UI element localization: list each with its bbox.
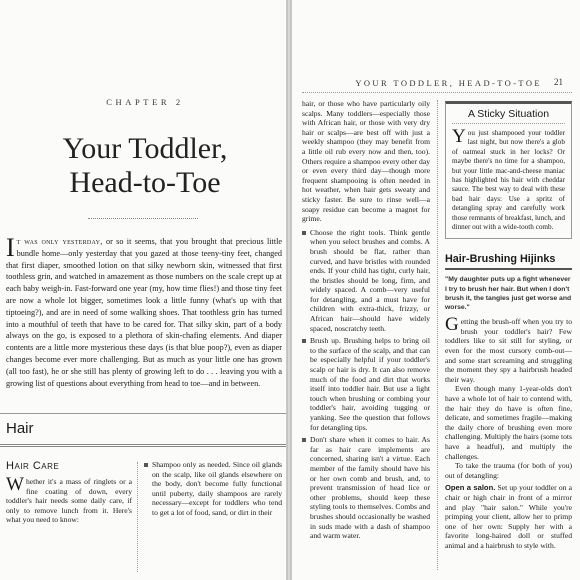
bullet-shampoo: Shampoo only as needed. Since oil glands on the scalp, like oil glands elsewhere on the body, don't become fully functional until puberty, daily shampoos are rarely necessary—except for toddlers who tend to get a lot of food, sand, or dirt in their bbox=[144, 460, 282, 518]
hijinks-paragraph-1 bbox=[445, 314, 572, 384]
continued-paragraph: hair, or those who have particularly oily scalps. Many toddlers—especially those with African hair, or those with very dry hair or scalps—are best off with just a weekly shampoo (they may benefit from a little oil rub every now and then, too). Others require a shampoo every other day or even every third day—though more frequent shampooing is often needed in hot weather, when hair gets sweaty and sticky faster. Be sure to rinse well—a soapy residue can become a magnet for grime. bbox=[302, 99, 430, 224]
right-column-1 bbox=[302, 99, 430, 544]
bullet-dont-share: Don't share when it comes to hair. As far as hair care implements are concerned, sharing isn't a virtue. Each member of the family should have his or her own comb and brush, and, to prevent transmission of head lice or other problems, should keep these styling tools to themselves. Combs and brushes should occasionally be washed in suds made with a dash of shampoo and warm water. bbox=[302, 435, 430, 541]
sidebar-dropcap: Y bbox=[452, 126, 466, 147]
hijinks-paragraph-3: To take the trauma (for both of you) out of detangling: bbox=[445, 461, 572, 480]
hair-care-text: hether it's a mass of ringlets or a fine coating of down, every toddler's hair needs some daily care, if only to remove lunch from it. Here's what you need to know: bbox=[6, 477, 132, 525]
hijinks-dropcap: G bbox=[445, 314, 459, 336]
hair-care-paragraph bbox=[6, 474, 132, 525]
bullet-tools: Choose the right tools. Think gentle when you select brushes and combs. A brush should be flat, rather than curved, and have bristles with rounded ends. If your child has tight, curly hair, the bristles should be long, firm, and widely spaced. A comb—very useful for detangling, and a must have for children with extra-thick, frizzy, or African hair—should have widely spaced, noscratchy teeth. bbox=[302, 228, 430, 334]
right-column-2 bbox=[445, 101, 572, 551]
shampoo-list bbox=[144, 460, 282, 518]
column-divider bbox=[437, 100, 438, 570]
intro-dropcap: I bbox=[6, 233, 15, 262]
bullet-brush-up: Brush up. Brushing helps to bring oil to the surface of the scalp, and that can be especially helpful if your toddler's scalp or hair is dry. It can also remove much of the food and dirt that works itself into toddler hair. But use a light touch when brushing or combing your toddler's hair, avoiding tugging or yanking. See the question that follows for detangling tips. bbox=[302, 336, 430, 432]
chapter-title-line1: Your Toddler, bbox=[62, 132, 228, 165]
sidebar-paragraph bbox=[452, 126, 565, 232]
chapter-title-line2: Head-to-Toe bbox=[69, 166, 221, 199]
hair-care-dropcap: W bbox=[6, 474, 24, 495]
column-divider bbox=[137, 462, 138, 572]
hijinks-heading: Hair-Brushing Hijinks bbox=[445, 253, 572, 270]
hijinks-text-1: etting the brush-off when you try to brush your toddler's hair? Few toddlers like to sit still for styling, or even for the most cursory comb-out—and some start screaming and struggling the moment they spy a hairbrush headed their way. bbox=[445, 317, 572, 384]
sidebar-title: A Sticky Situation bbox=[452, 108, 565, 124]
page-number: 21 bbox=[554, 77, 563, 87]
chapter-label: CHAPTER 2 bbox=[106, 97, 184, 107]
right-page bbox=[291, 0, 580, 580]
hijinks-paragraph-2: Even though many 1-year-olds don't have a whole lot of hair to contend with, the hair they do have is often fine, delicate, and sometimes fragile—making the daily chore of brushing even more challenging. Multiply the hairs (some tots have a headful), and multiply the challenges. bbox=[445, 384, 572, 461]
hair-care-column bbox=[6, 460, 132, 525]
running-head: YOUR TODDLER, HEAD-TO-TOE bbox=[355, 78, 542, 88]
tip-text: Set up your toddler on a chair or high chair in front of a mirror and play "hair salon." While you're primping your client, allow her to primp one of her own: Supply her with a favorite long-haired doll or stuffed animal and a hairbrush to style with. bbox=[445, 483, 572, 550]
sticky-situation-box bbox=[445, 101, 572, 239]
intro-paragraph bbox=[6, 233, 282, 389]
chapter-title bbox=[10, 132, 280, 200]
shampoo-column bbox=[144, 460, 282, 521]
tip-open-salon bbox=[445, 483, 572, 550]
tip-lead: Open a salon. bbox=[445, 483, 496, 493]
parent-question: "My daughter puts up a fight whenever I try to brush her hair. But when I don't brush it, the tangles just get worse and worse." bbox=[445, 276, 572, 312]
hair-care-heading: Hair Care bbox=[6, 460, 60, 472]
left-page bbox=[0, 0, 287, 580]
hair-tips-list bbox=[302, 228, 430, 541]
title-divider bbox=[88, 218, 198, 219]
intro-text: or so it seems, that you brought that precious little bundle home—only yesterday that you gazed at those teeny-tiny feet, changed that first diaper, smoothed lotion on that silky newborn skin, witnessed that first toothless grin, and watched in amazement as those numbers on the scale crept up at each baby weigh-in. Fast-forward one year (my, how time flies!) and those tiny feet are now a whole lot bigger, sometimes look a little funny (what's up with that tiptoeing?), and are in need of some walking shoes. That toothless grin has turned into a mouthful of teeth that have to be cared for. That silky skin, part of a body always on the go, is exposed to a plethora of skin-chafing elements. And diaper contents are a little more mysterious these days (is that blue poop?), even as diaper changes become ever more challenging. But as much as your little one has grown (all too fast), he or she still has plenty of growing left to do . . . leaving you with a growing list of questions about everything from head to toe—and in between. bbox=[6, 237, 282, 388]
running-head-divider bbox=[302, 92, 572, 93]
sidebar-text: ou just shampooed your toddler last night, but now there's a glob of oatmeal stuck in her locks? Or maybe there's no time for a shampoo, but your little mac-and-cheese maniac has highlighted his hair with cheddar sauce. The best way to deal with these bad hair days: Use a spritz of detangling spray and carefully work those remnants of breakfast, lunch, and dinner out with a wide-tooth comb. bbox=[452, 129, 565, 232]
section-heading-hair: Hair bbox=[0, 413, 287, 447]
intro-lead: t was only yesterday, bbox=[16, 237, 103, 246]
